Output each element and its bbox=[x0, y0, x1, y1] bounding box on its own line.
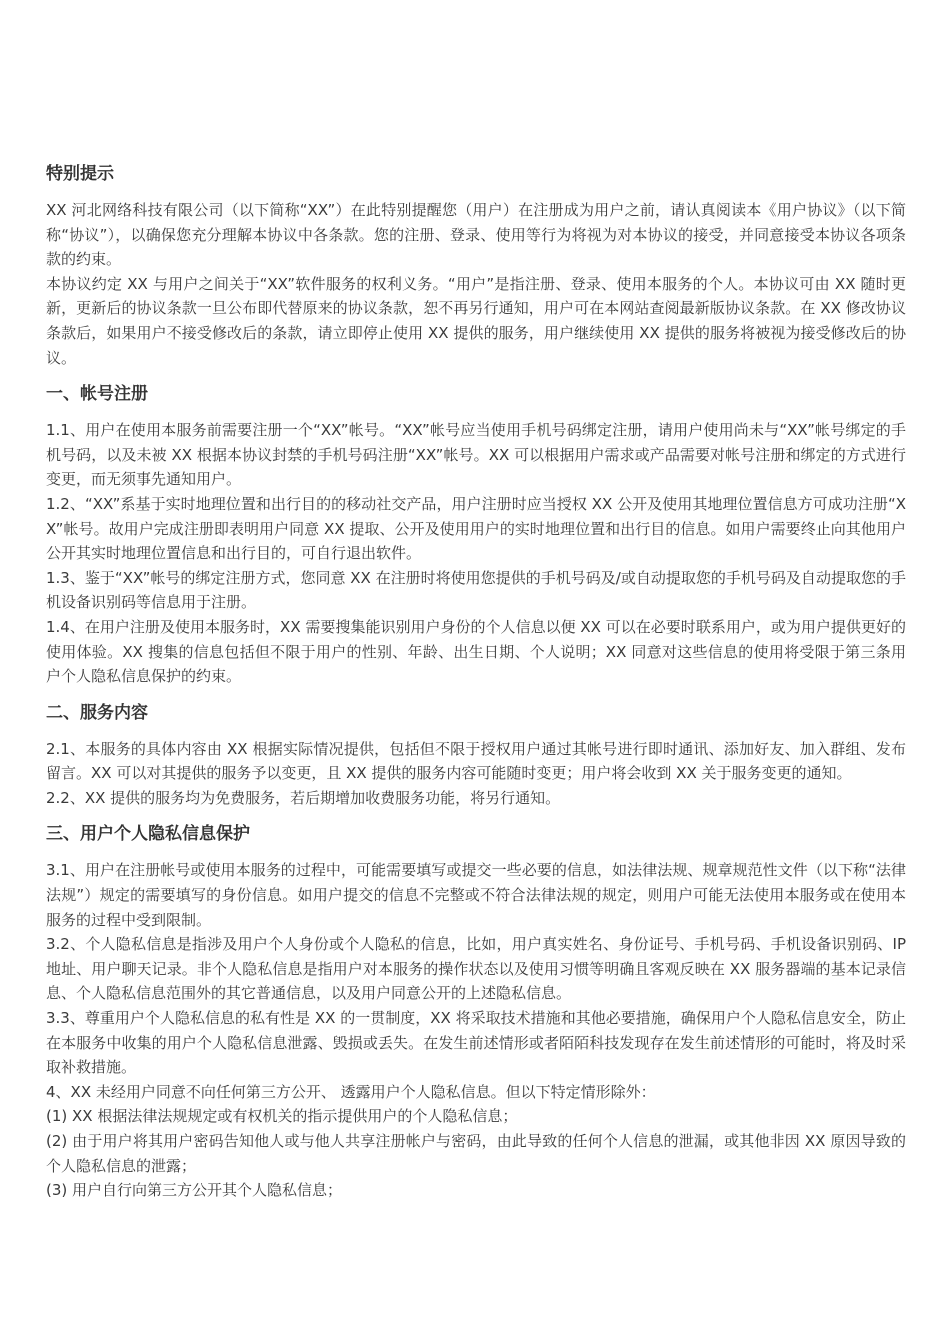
section-heading: 特别提示 bbox=[46, 164, 114, 184]
paragraph: XX 河北网络科技有限公司（以下简称“XX”）在此特别提醒您（用户）在注册成为用户之前，请认真阅读本《用户协议》（以下简称“协议”），以确保您充分理解本协议中各条款。您的注册、登录、使用等行为将视为对本协议的接受，并同意接受本协议各项条款的约束。 bbox=[46, 201, 906, 269]
paragraph: 3.1、用户在注册帐号或使用本服务的过程中，可能需要填写或提交一些必要的信息，如法律法规、规章规范性文件（以下称“法律法规”）规定的需要填写的身份信息。如用户提交的信息不完整或不符合法律法规的规定，则用户可能无法使用本服务或在使用本服务的过程中受到限制。 bbox=[46, 861, 906, 929]
section-heading: 三、用户个人隐私信息保护 bbox=[46, 824, 250, 845]
section-account-registration bbox=[46, 380, 906, 689]
paragraph: 1.1、用户在使用本服务前需要注册一个“XX”帐号。“XX”帐号应当使用手机号码绑定注册，请用户使用尚未与“XX”帐号绑定的手机号码，以及未被 XX 根据本协议封禁的手机号码注册“XX”帐号。XX 可以根据用户需求或产品需要对帐号注册和绑定的方式进行变更，而无须事先通知用户。 bbox=[46, 421, 906, 489]
paragraph: 2.2、XX 提供的服务均为免费服务，若后期增加收费服务功能，将另行通知。 bbox=[46, 788, 561, 807]
paragraph: 4、XX 未经用户同意不向任何第三方公开、 透露用户个人隐私信息。但以下特定情形除外： bbox=[46, 1082, 656, 1101]
paragraph: 2.1、本服务的具体内容由 XX 根据实际情况提供，包括但不限于授权用户通过其帐号进行即时通讯、添加好友、加入群组、发布留言。XX 可以对其提供的服务予以变更，且 XX 提供的服务内容可能随时变更；用户将会收到 XX 关于服务变更的通知。 bbox=[46, 739, 906, 783]
list-item: (3) 用户自行向第三方公开其个人隐私信息； bbox=[46, 1181, 343, 1200]
paragraph: 1.4、在用户注册及使用本服务时，XX 需要搜集能识别用户身份的个人信息以便 XX 可以在必要时联系用户，或为用户提供更好的使用体验。XX 搜集的信息包括但不限于用户的性别、年龄、出生日期、个人说明；XX 同意对这些信息的使用将受限于第三条用户个人隐私信息保护的约束。 bbox=[46, 617, 906, 686]
section-heading: 一、帐号注册 bbox=[46, 384, 148, 405]
section-heading: 二、服务内容 bbox=[46, 702, 148, 723]
paragraph: 1.2、“XX”系基于实时地理位置和出行目的的移动社交产品，用户注册时应当授权 XX 公开及使用其地理位置信息方可成功注册“XX”帐号。故用户完成注册即表明用户同意 XX 提取、公开及使用用户的实时地理位置和出行目的信息。如用户需要终止向其他用户公开其实时地理位置信息和出行目的，可自行退出软件。 bbox=[46, 494, 906, 563]
paragraph: 3.3、尊重用户个人隐私信息的私有性是 XX 的一贯制度，XX 将采取技术措施和其他必要措施，确保用户个人隐私信息安全，防止在本服务中收集的用户个人隐私信息泄露、毁损或丢失。在发生前述情形或者陌陌科技发现存在发生前述情形的可能时，将及时采取补救措施。 bbox=[46, 1009, 906, 1077]
section-special-notice bbox=[46, 160, 906, 370]
section-service-content bbox=[46, 699, 906, 811]
paragraph: 1.3、鉴于“XX”帐号的绑定注册方式，您同意 XX 在注册时将使用您提供的手机号码及/或自动提取您的手机号码及自动提取您的手机设备识别码等信息用于注册。 bbox=[46, 568, 906, 612]
agreement-document bbox=[46, 160, 906, 1203]
paragraph: 3.2、个人隐私信息是指涉及用户个人身份或个人隐私的信息，比如，用户真实姓名、身份证号、手机号码、手机设备识别码、IP 地址、用户聊天记录。非个人隐私信息是指用户对本服务的操作状态以及使用习惯等明确且客观反映在 XX 服务器端的基本记录信息、个人隐私信息范围外的其它普通信息，以及用户同意公开的上述隐私信息。 bbox=[46, 935, 906, 1003]
section-privacy-protection bbox=[46, 820, 906, 1202]
paragraph: 本协议约定 XX 与用户之间关于“XX”软件服务的权利义务。“用户”是指注册、登录、使用本服务的个人。本协议可由 XX 随时更新，更新后的协议条款一旦公布即代替原来的协议条款，恕不再另行通知，用户可在本网站查阅最新版协议条款。在 XX 修改协议条款后，如果用户不接受修改后的条款，请立即停止使用 XX 提供的服务，用户继续使用 XX 提供的服务将被视为接受修改后的协议。 bbox=[46, 274, 906, 367]
list-item: (1) XX 根据法律法规规定或有权机关的指示提供用户的个人隐私信息； bbox=[46, 1107, 518, 1126]
list-item: (2) 由于用户将其用户密码告知他人或与他人共享注册帐户与密码，由此导致的任何个人信息的泄漏，或其他非因 XX 原因导致的个人隐私信息的泄露； bbox=[46, 1132, 906, 1175]
